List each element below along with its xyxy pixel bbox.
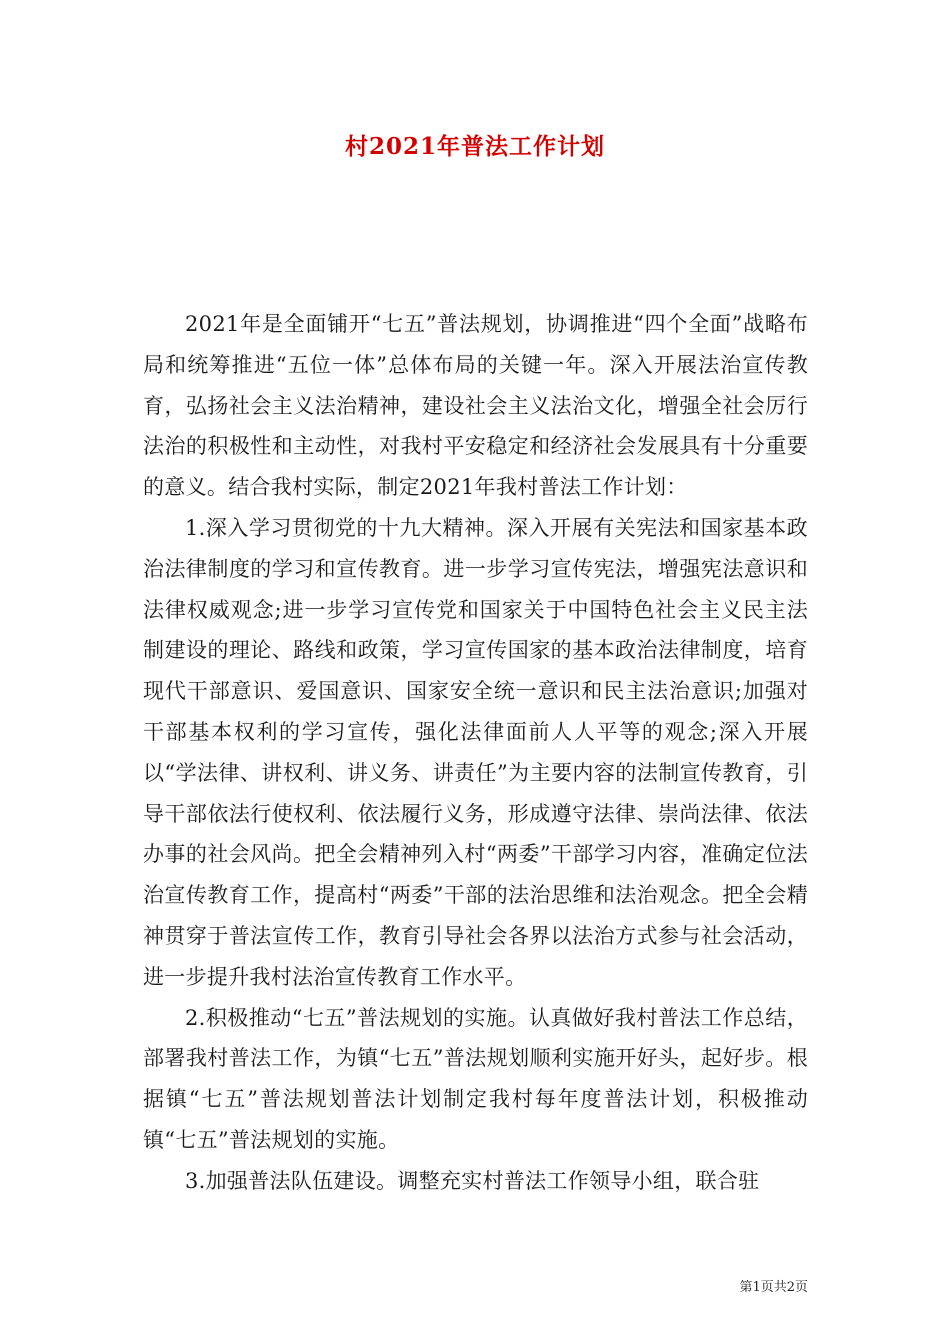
paragraph-item-2: 2.积极推动“七五”普法规划的实施。认真做好我村普法工作总结，部署我村普法工作，为镇“七五”普法规划顺利实施开好头，起好步。根据镇“七五”普法规划普法计划制定我村每年度普法计划，积极推动镇“七五”普法规划的实施。: [143, 1005, 808, 1152]
paragraph-item-1: 1.深入学习贯彻党的十九大精神。深入开展有关宪法和国家基本政治法律制度的学习和宣传教育。进一步学习宣传宪法，增强宪法意识和法律权威观念;进一步学习宣传党和国家关于中国特色社会主义民主法制建设的理论、路线和政策，学习宣传国家的基本政治法律制度，培育现代干部意识、爱国意识、国家安全统一意识和民主法治意识;加强对干部基本权利的学习宣传，强化法律面前人人平等的观念;深入开展以“学法律、讲权利、讲义务、讲责任”为主要内容的法制宣传教育，引导干部依法行使权利、依法履行义务，形成遵守法律、崇尚法律、依法办事的社会风尚。把全会精神列入村“两委”干部学习内容，准确定位法治宣传教育工作，提高村“两委”干部的法治思维和法治观念。把全会精神贯穿于普法宣传工作，教育引导社会各界以法治方式参与社会活动，进一步提升我村法治宣传教育工作水平。: [143, 515, 808, 989]
paragraph-item-3: 3.加强普法队伍建设。调整充实村普法工作领导小组，联合驻: [185, 1168, 760, 1193]
page-number: 第1页共2页: [739, 1280, 808, 1295]
paragraph-intro: 2021年是全面铺开“七五”普法规划，协调推进“四个全面”战略布局和统筹推进“五位一体”总体布局的关键一年。深入开展法治宣传教育，弘扬社会主义法治精神，建设社会主义法治文化，增强全社会厉行法治的积极性和主动性，对我村平安稳定和经济社会发展具有十分重要的意义。结合我村实际，制定2021年我村普法工作计划：: [143, 312, 808, 500]
document-body: [143, 304, 808, 1202]
document-title: 村2021年普法工作计划: [344, 133, 605, 160]
